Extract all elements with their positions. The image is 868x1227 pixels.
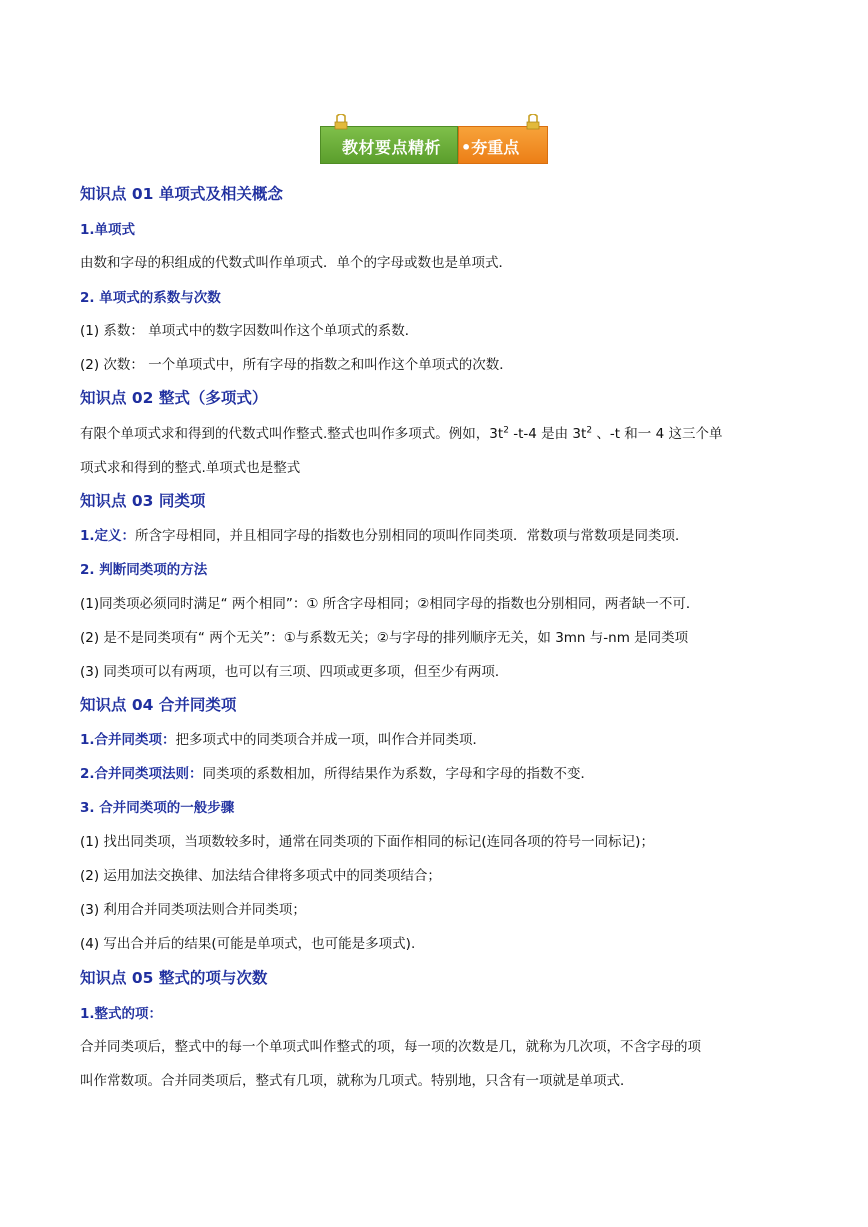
kp4-line1: 1.合并同类项：把多项式中的同类项合并成一项，叫作合并同类项． (80, 732, 487, 748)
kp5-line2: 叫作常数项。合并同类项后，整式有几项，就称为几项式。特别地，只含有一项就是单项式． (80, 1073, 634, 1089)
kp1-section2-line1: (1) 系数： 单项式中的数字因数叫作这个单项式的系数． (80, 323, 419, 339)
kp3-line1: (1)同类项必须同时满足“ 两个相同”：① 所含字母相同；②相同字母的指数也分别相同，两者缺一不可． (80, 596, 700, 612)
binder-clip-icon (526, 114, 540, 130)
kp3-title: 知识点 03 同类项 (80, 492, 206, 510)
kp4-step3: (3) 利用合并同类项法则合并同类项； (80, 902, 306, 918)
kp3-line3: (3) 同类项可以有两项，也可以有三项、四项或更多项，但至少有两项． (80, 664, 509, 680)
section-banner (320, 124, 550, 166)
kp4-step2: (2) 运用加法交换律、加法结合律将多项式中的同类项结合； (80, 868, 441, 884)
kp4-step1: (1) 找出同类项，当项数较多时，通常在同类项的下面作相同的标记(连同各项的符号一同标记)； (80, 834, 654, 850)
kp4-section3-title: 3. 合并同类项的一般步骤 (80, 800, 235, 816)
kp1-section1-title: 1.单项式 (80, 222, 136, 238)
kp5-line1: 合并同类项后，整式中的每一个单项式叫作整式的项，每一项的次数是几，就称为几次项，不含字母的项 (80, 1039, 701, 1055)
kp3-section2-title: 2. 判断同类项的方法 (80, 562, 208, 578)
kp4-step4: (4) 写出合并后的结果(可能是单项式，也可能是多项式). (80, 936, 416, 952)
kp2-title: 知识点 02 整式（多项式） (80, 389, 268, 407)
kp2-line2: 项式求和得到的整式.单项式也是整式 (80, 460, 301, 476)
kp3-definition: 1.定义：所含字母相同，并且相同字母的指数也分别相同的项叫作同类项．常数项与常数项是同类项． (80, 528, 689, 544)
kp4-title: 知识点 04 合并同类项 (80, 696, 237, 714)
kp1-title: 知识点 01 单项式及相关概念 (80, 185, 283, 203)
kp5-title: 知识点 05 整式的项与次数 (80, 969, 268, 987)
kp4-line2: 2.合并同类项法则：同类项的系数相加，所得结果作为系数，字母和字母的指数不变． (80, 766, 595, 782)
kp2-line1: 有限个单项式求和得到的代数式叫作整式.整式也叫作多项式。例如，$3t^2$ -t-4 是由 $3t^2$ 、-t 和一 4 这三个单 (80, 425, 723, 442)
kp1-section1-text: 由数和字母的积组成的代数式叫作单项式．单个的字母或数也是单项式． (80, 255, 512, 271)
banner-title: 教材要点精析 (342, 138, 442, 157)
binder-clip-icon (334, 114, 348, 130)
kp5-section1-title: 1.整式的项： (80, 1006, 163, 1022)
banner-subtitle: •夯重点 (461, 138, 520, 157)
kp3-line2: (2) 是不是同类项有“ 两个无关”：①与系数无关；②与字母的排列顺序无关，如 3mn 与-nm 是同类项 (80, 630, 689, 646)
kp1-section2-title: 2. 单项式的系数与次数 (80, 290, 221, 306)
kp1-section2-line2: (2) 次数： 一个单项式中，所有字母的指数之和叫作这个单项式的次数． (80, 357, 513, 373)
